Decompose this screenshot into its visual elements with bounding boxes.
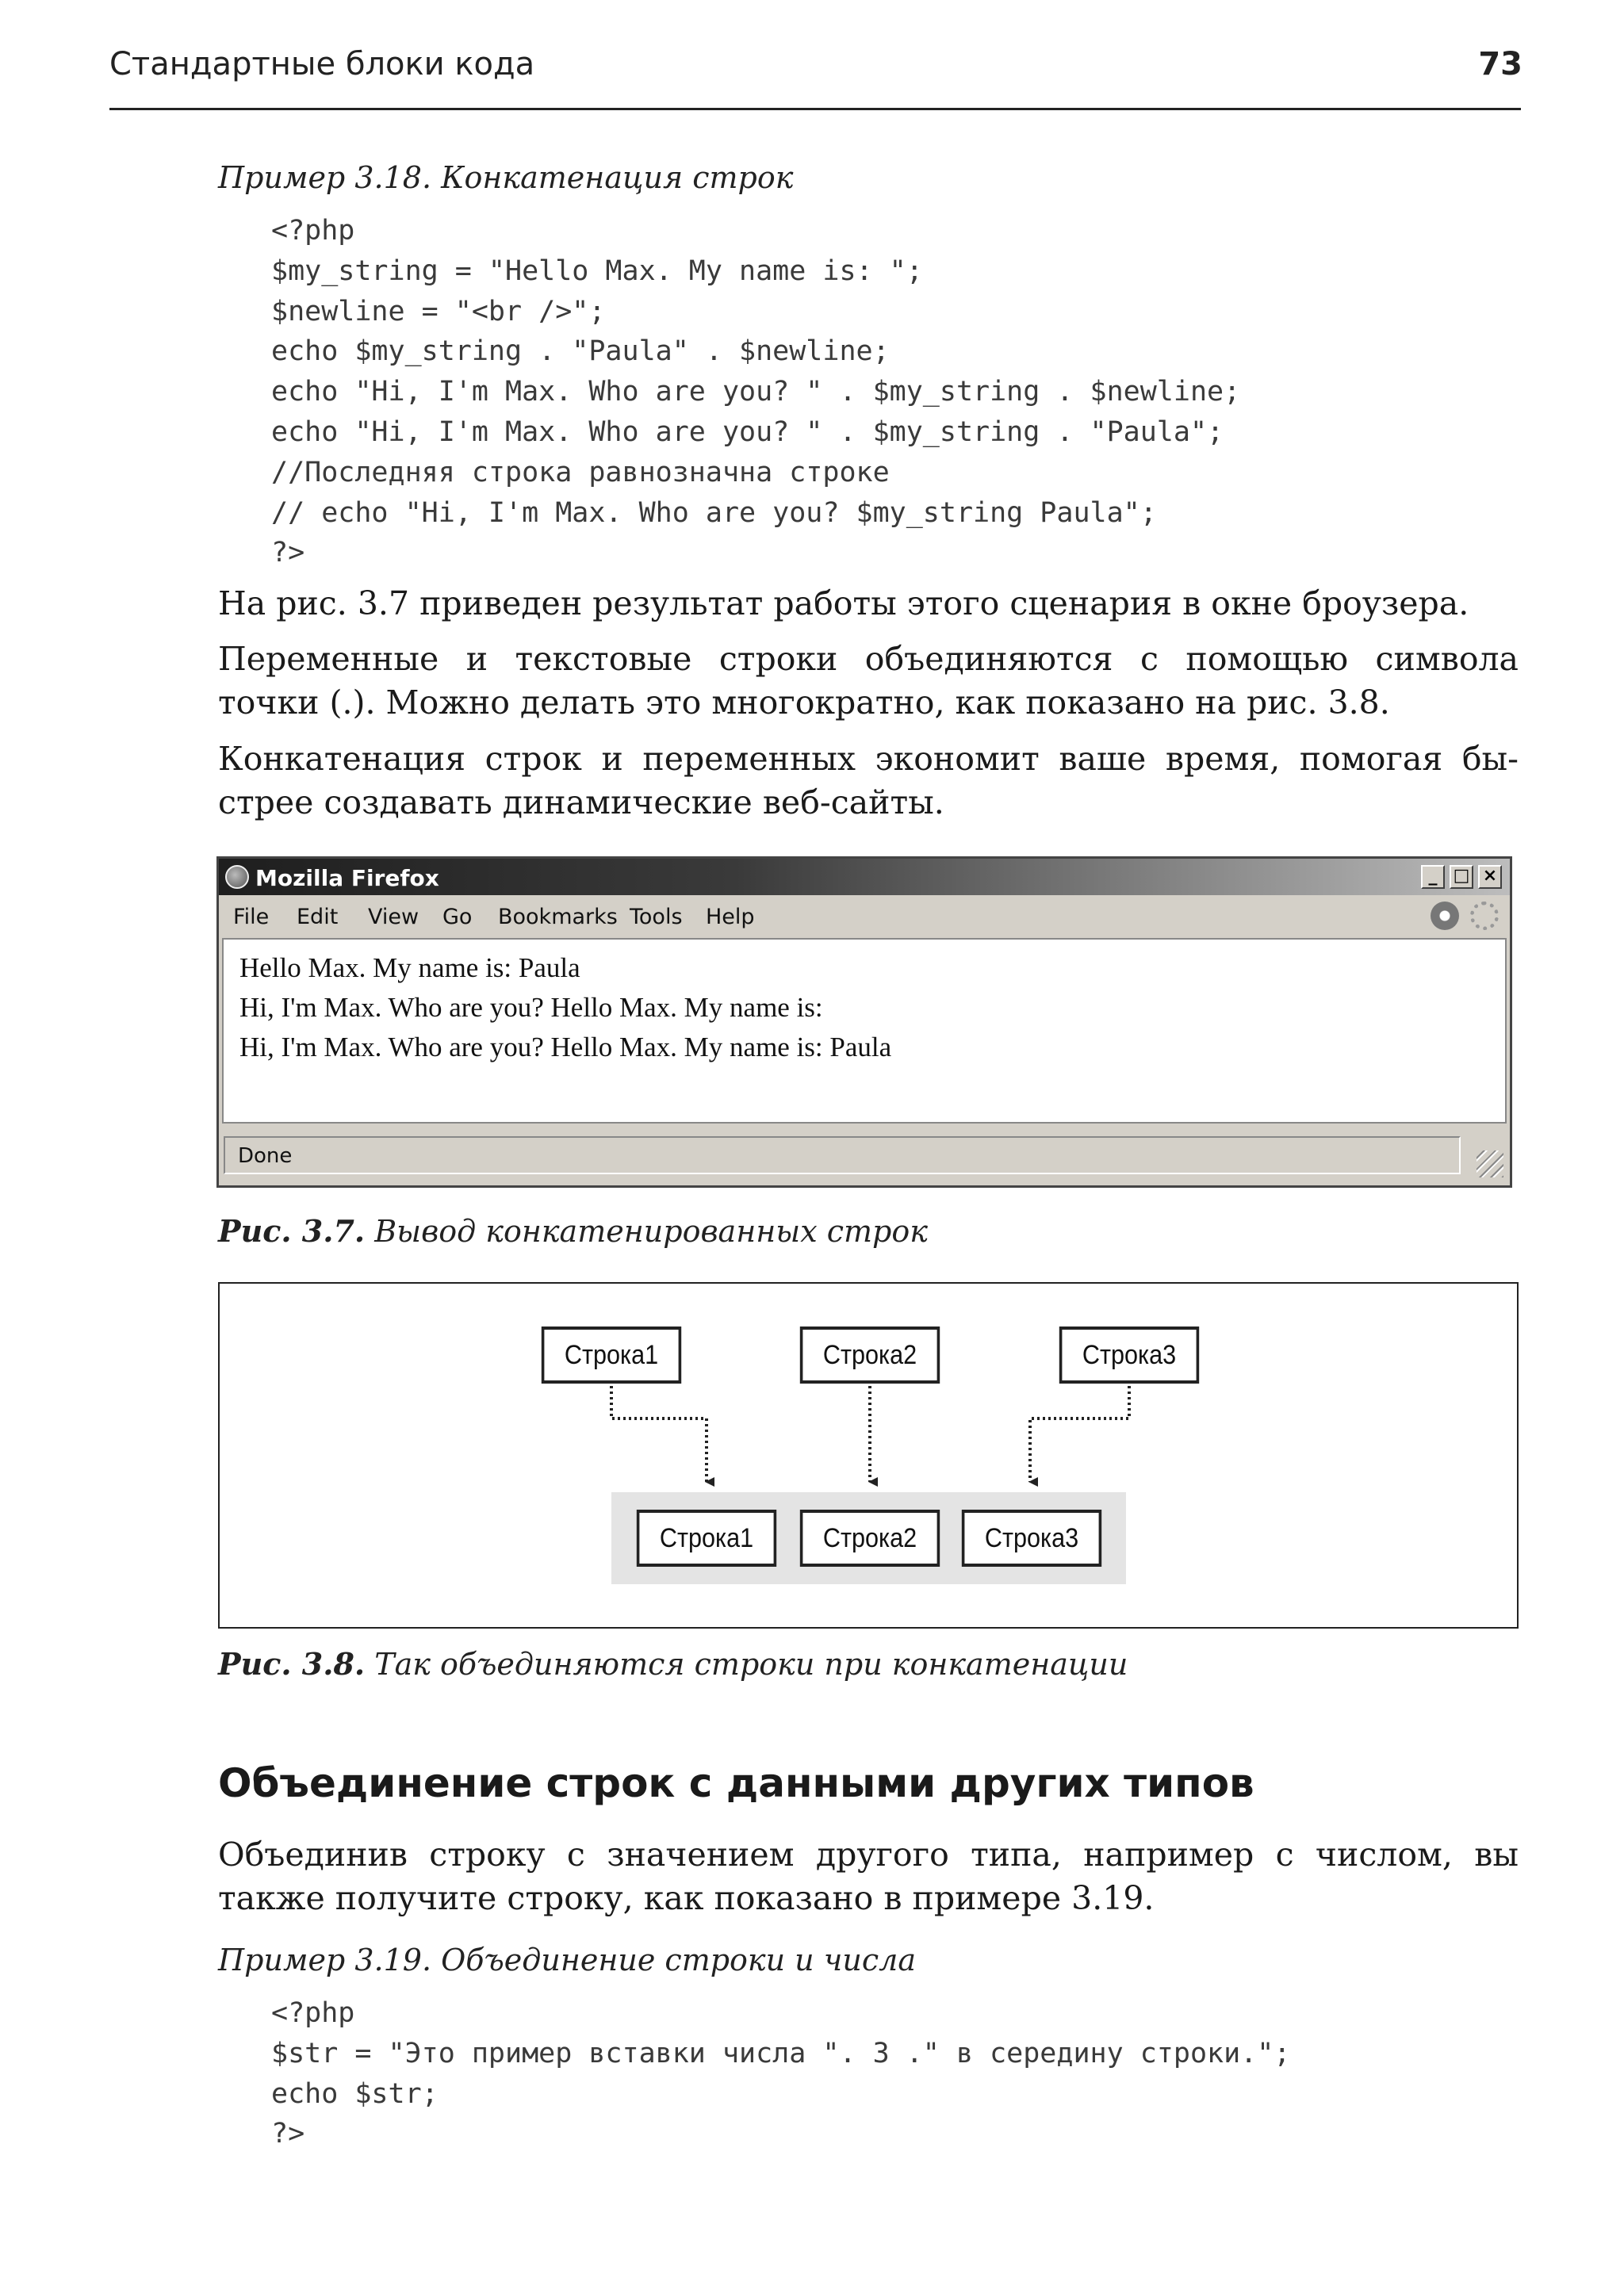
code-line: ?>	[271, 537, 305, 569]
figure-caption-text: Вывод конкатенированных строк	[374, 1214, 928, 1249]
running-header-title: Стандартные блоки кода	[109, 46, 535, 82]
browser-title: Mozilla Firefox	[255, 865, 439, 891]
connector-arrow-1	[611, 1386, 707, 1482]
figure-label: Рис. 3.7.	[218, 1213, 366, 1249]
paragraph-line: Объединив строку с значением другого типа, например с числом, вы	[218, 1836, 1519, 1874]
menu-bookmarks[interactable]: Bookmarks	[498, 905, 618, 929]
browser-menubar	[219, 895, 1510, 936]
paragraph	[218, 737, 1519, 825]
status-text: Done	[238, 1144, 293, 1168]
concatenation-diagram	[218, 1282, 1519, 1629]
paragraph-line: На рис. 3.7 приведен результат работы этого сценария в окне броузера.	[218, 584, 1469, 622]
maximize-button[interactable]: □	[1450, 865, 1473, 889]
code-line: ?>	[271, 2118, 305, 2150]
code-block-example-319	[271, 1993, 1290, 2154]
firefox-logo-icon	[225, 865, 249, 889]
code-line: echo $str;	[271, 2077, 439, 2110]
browser-window	[216, 856, 1512, 1188]
code-line: // echo "Hi, I'm Max. Who are you? $my_string Paula";	[271, 496, 1157, 529]
connector-arrow-3	[1030, 1386, 1129, 1482]
code-block-example-318	[271, 211, 1240, 573]
paragraph	[218, 637, 1519, 725]
paragraph	[218, 1833, 1519, 1920]
paragraph-line: также получите строку, как показано в примере 3.19.	[218, 1879, 1155, 1917]
figure-caption-text: Так объединяются строки при конкатенации	[374, 1647, 1128, 1682]
paragraph	[218, 582, 1519, 626]
result-string-box-2: Строка2	[800, 1510, 940, 1567]
code-line: <?php	[271, 1997, 355, 2029]
browser-content	[222, 938, 1507, 1124]
result-string-box-1: Строка1	[637, 1510, 776, 1567]
status-field	[224, 1136, 1461, 1174]
code-line: echo "Hi, I'm Max. Who are you? " . $my_string . "Paula";	[271, 415, 1224, 448]
output-line: Hello Max. My name is: Paula	[239, 952, 580, 983]
figure-caption	[218, 1213, 928, 1249]
figure-label: Рис. 3.8.	[218, 1646, 366, 1682]
minimize-button[interactable]: _	[1421, 865, 1445, 889]
home-icon[interactable]	[1431, 902, 1459, 930]
menu-help[interactable]: Help	[706, 905, 755, 929]
menu-file[interactable]: File	[233, 905, 270, 929]
figure-caption	[218, 1646, 1128, 1682]
page-number: 73	[1478, 46, 1522, 82]
browser-titlebar	[219, 859, 1510, 895]
paragraph-line: Конкатенация строк и переменных экономит ваше время, помогая бы-	[218, 740, 1519, 778]
menu-edit[interactable]: Edit	[297, 905, 339, 929]
code-line: $newline = "<br />";	[271, 295, 606, 327]
code-line: <?php	[271, 215, 355, 247]
example-caption: Пример 3.19. Объединение строки и числа	[218, 1943, 916, 1977]
menu-view[interactable]: View	[368, 905, 419, 929]
output-line: Hi, I'm Max. Who are you? Hello Max. My name is:	[239, 992, 823, 1023]
source-string-box-1: Строка1	[542, 1326, 681, 1384]
code-line: echo $my_string . "Paula" . $newline;	[271, 335, 890, 368]
code-line: echo "Hi, I'm Max. Who are you? " . $my_string . $newline;	[271, 376, 1241, 408]
menu-go[interactable]: Go	[442, 905, 473, 929]
header-rule	[109, 108, 1521, 110]
output-line: Hi, I'm Max. Who are you? Hello Max. My name is: Paula	[239, 1032, 892, 1062]
menu-tools[interactable]: Tools	[630, 905, 683, 929]
code-line: $my_string = "Hello Max. My name is: ";	[271, 255, 923, 287]
browser-statusbar	[219, 1128, 1510, 1185]
example-caption: Пример 3.18. Конкатенация строк	[218, 160, 794, 195]
source-string-box-2: Строка2	[800, 1326, 940, 1384]
close-button[interactable]: ×	[1478, 865, 1502, 889]
paragraph-line: Переменные и текстовые строки объединяются с помощью символа	[218, 640, 1519, 678]
source-string-box-3: Строка3	[1059, 1326, 1199, 1384]
result-string-box-3: Строка3	[962, 1510, 1101, 1567]
paragraph-line: точки (.). Можно делать это многократно, как показано на рис. 3.8.	[218, 683, 1390, 722]
throbber-icon	[1470, 902, 1499, 930]
code-line: $str = "Это пример вставки числа ". 3 ." в середину строки.";	[271, 2037, 1291, 2069]
paragraph-line: стрее создавать динамические веб-сайты.	[218, 783, 944, 821]
resize-grip-icon[interactable]	[1477, 1150, 1503, 1177]
section-heading: Объединение строк с данными других типов	[218, 1760, 1254, 1806]
code-line: //Последняя строка равнозначна строке	[271, 456, 890, 488]
